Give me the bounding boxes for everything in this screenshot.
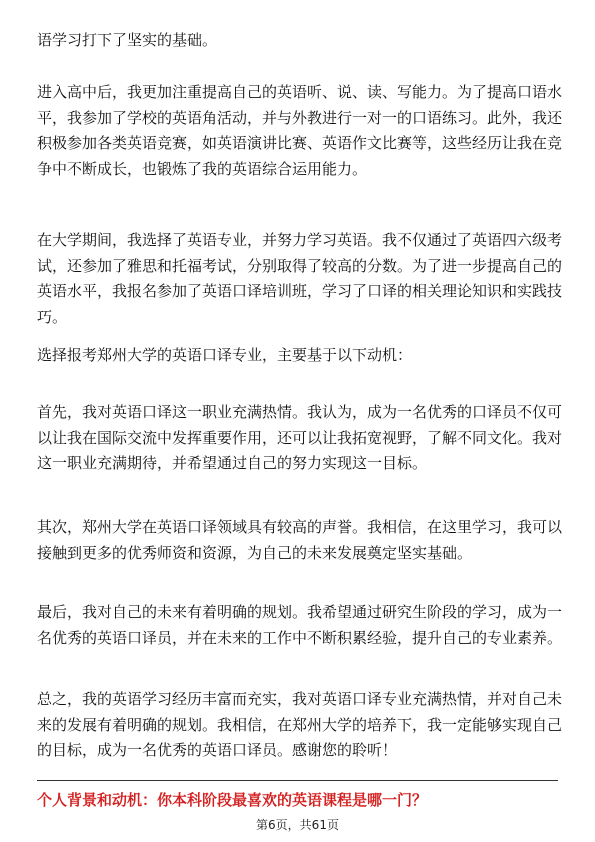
paragraph-high-school: 进入高中后，我更加注重提高自己的英语听、说、读、写能力。为了提高口语水平，我参加了学校的英语角活动，并与外教进行一对一的口语练习。此外，我还积极参加各类英语竞赛，如英语演讲比赛、英语作文比赛等，这些经历让我在竞争中不断成长，也锻炼了我的英语综合运用能力。 [37, 83, 563, 178]
paragraph-third-reason: 最后，我对自己的未来有着明确的规划。我希望通过研究生阶段的学习，成为一名优秀的英语口译员，并在未来的工作中不断积累经验，提升自己的专业素养。 [37, 603, 563, 647]
paragraph-second-reason: 其次，郑州大学在英语口译领域具有较高的声誉。我相信，在这里学习，我可以接触到更多的优秀师资和资源，为自己的未来发展奠定坚实基础。 [37, 518, 563, 562]
paragraph-continuation: 语学习打下了坚实的基础。 [37, 31, 218, 49]
section-divider [37, 780, 558, 781]
page-footer: 第6页，共61页 [256, 818, 339, 832]
paragraph-conclusion: 总之，我的英语学习经历丰富而充实，我对英语口译专业充满热情，并对自己未来的发展有着明确的规划。我相信，在郑州大学的培养下，我一定能够实现自己的目标，成为一名优秀的英语口译员。感谢您的聆听！ [37, 690, 563, 759]
paragraph-motivation-intro: 选择报考郑州大学的英语口译专业，主要基于以下动机： [37, 346, 413, 364]
question-heading: 个人背景和动机：你本科阶段最喜欢的英语课程是哪一门？ [37, 791, 428, 809]
paragraph-university: 在大学期间，我选择了英语专业，并努力学习英语。我不仅通过了英语四六级考试，还参加了雅思和托福考试，分别取得了较高的分数。为了进一步提高自己的英语水平，我报名参加了英语口译培训班，学习了口译的相关理论知识和实践技巧。 [37, 231, 563, 326]
paragraph-first-reason: 首先，我对英语口译这一职业充满热情。我认为，成为一名优秀的口译员不仅可以让我在国际交流中发挥重要作用，还可以让我拓宽视野，了解不同文化。我对这一职业充满期待，并希望通过自己的努力实现这一目标。 [37, 403, 563, 472]
